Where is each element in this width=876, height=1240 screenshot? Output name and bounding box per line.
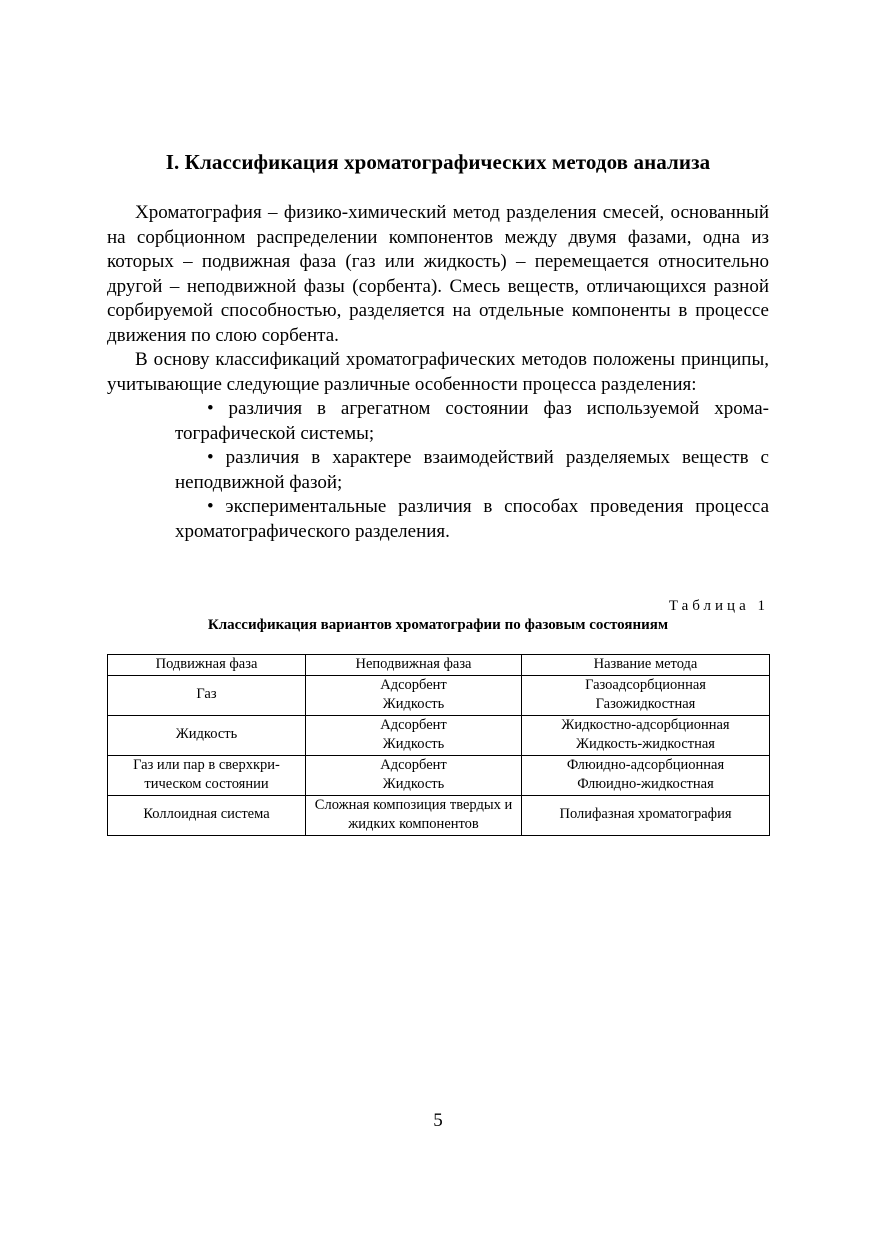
stationary-phase-cell [306, 675, 522, 715]
stationary-phase-value: Жидкость [382, 736, 445, 752]
method-name-cell [522, 715, 770, 755]
paragraph-1: Хроматография – физико-химический метод разделения смесей, основанный на сорбционном распределении компонентов между двумя фазами, одна из которых – подвижная фаза (газ или жидкость) – перемещается относительно другой – неподвижной фазы (сорбента). Смесь веществ, отличающихся разной сорбируемой способностью, разделяется на отдельные компоненты в процессе движения по слою сорбента. [107, 202, 769, 346]
method-name-cell: Полифазная хроматография [522, 795, 770, 835]
stationary-phase-value: Адсорбент [380, 756, 447, 773]
mobile-phase-cell: Газ или пар в сверхкритическом состоянии [108, 755, 306, 795]
table-row [108, 715, 770, 755]
column-header-method-name: Название метода [522, 655, 770, 676]
column-header-mobile-phase: Подвижная фаза [108, 655, 306, 676]
table-caption: Классификация вариантов хроматографии по фазовым состояниям [207, 617, 669, 633]
method-name-cell [522, 755, 770, 795]
stationary-phase-value: Жидкость [382, 776, 445, 792]
table-row [108, 675, 770, 715]
classification-table [107, 654, 770, 836]
method-name-value: Флюидно-жидкостная [577, 776, 714, 792]
page-title: I. Классификация хроматографических методов анализа [165, 150, 711, 174]
mobile-phase-cell: Коллоидная система [108, 795, 306, 835]
mobile-phase-cell: Жидкость [108, 715, 306, 755]
method-name-value: Флюидно-адсорбционная [566, 756, 725, 773]
bullet-list [175, 397, 769, 544]
table-label: Таблица 1 [668, 598, 769, 614]
mobile-phase-cell: Газ [108, 675, 306, 715]
method-name-value: Жидкость-жидкостная [576, 736, 715, 752]
table-row [108, 795, 770, 835]
column-header-stationary-phase: Неподвижная фаза [306, 655, 522, 676]
stationary-phase-cell: Сложная композиция твердых и жидких компонентов [306, 795, 522, 835]
stationary-phase-value: Адсорбент [380, 676, 447, 693]
document-page [107, 150, 769, 836]
paragraph-2: В основу классификаций хроматографических методов положены принципы, учитывающие следующие различные особенности процесса разделения: [107, 349, 769, 395]
table-row [108, 755, 770, 795]
bullet-item: • экспериментальные различия в способах проведения процесса хроматографического разделения. [175, 496, 769, 542]
method-name-value: Газоадсорбционная [585, 676, 706, 693]
method-name-value: Жидкостно-адсорбционная [561, 716, 730, 733]
page-number: 5 [433, 1110, 443, 1131]
stationary-phase-cell [306, 755, 522, 795]
stationary-phase-value: Адсорбент [380, 716, 447, 733]
method-name-cell [522, 675, 770, 715]
stationary-phase-value: Жидкость [382, 696, 445, 712]
bullet-item: • различия в агрегатном состоянии фаз используемой хроматографической системы; [175, 398, 769, 444]
stationary-phase-cell [306, 715, 522, 755]
method-name-value: Газожидкостная [595, 696, 696, 712]
bullet-item: • различия в характере взаимодействий разделяемых веществ с неподвижной фазой; [175, 447, 769, 493]
table-header-row [108, 655, 770, 676]
